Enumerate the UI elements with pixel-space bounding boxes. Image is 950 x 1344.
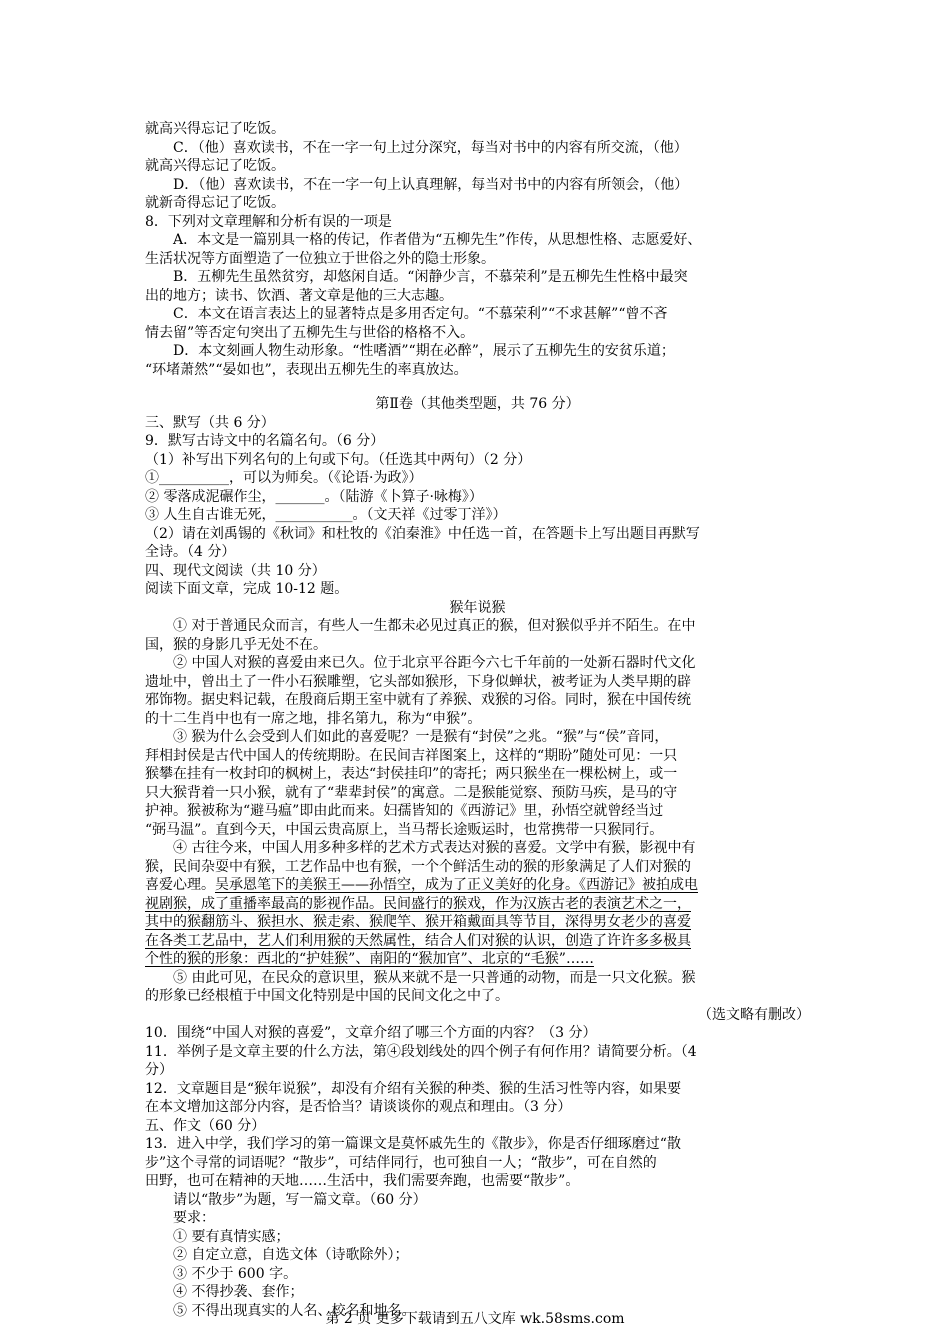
essay-paragraph-2-cont: 邪饰物。据史料记载，在殷商后期王室中就有了养猴、戏猴的习俗。同时，猴在中国传统 [145, 692, 691, 708]
q8-option-a: A．本文是一篇别具一格的传记，作者借为“五柳先生”作传，从思想性格、志愿爱好、 [173, 232, 702, 248]
underlined-text: 个性的猴的形象：西北的“护娃猴”、南阳的“猴加官”、北京的“毛猴”…… [145, 951, 594, 967]
q9-line-2 [145, 488, 810, 507]
page-content [145, 120, 810, 1320]
q7-option-d-cont: 就新奇得忘记了吃饭。 [145, 195, 285, 211]
q7-option-b-tail: 就高兴得忘记了吃饭。 [145, 121, 285, 137]
answer-blank: ①__________ [145, 470, 229, 486]
q11: 11．举例子是文章主要的什么方法，第④段划线处的四个例子有何作用？请简要分析。（4 [145, 1043, 697, 1060]
q13-cont: 田野，也可在精神的天地……生活中，我们需要奔跑，也需要“散步”。 [145, 1173, 580, 1189]
q9-line-2-tail: 。（陆游《卜算子·咏梅》） [324, 488, 483, 505]
q8-option-c-cont: 情去留”等否定句突出了五柳先生与世俗的格格不入。 [145, 324, 475, 341]
requirement-item: ⑤ 不得出现真实的人名、校名和地名。 [173, 1302, 416, 1319]
q12-cont: 在本文增加这部分内容，是否恰当？请谈谈你的观点和理由。（3 分） [145, 1099, 572, 1115]
q12: 12．文章题目是“猴年说猴”，却没有介绍有关猴的种类、猴的生活习性等内容，如果要 [145, 1080, 682, 1097]
page-footer: 第 2 页 更多下载请到五八文库 wk.58sms.com [325, 1311, 625, 1327]
requirement-item: ④ 不得抄袭、套作； [173, 1284, 304, 1300]
q9-line-1-text: ，可以为师矣。（《论语·为政》） [229, 470, 423, 486]
q8-option-b-cont: 出的地方；读书、饮酒、著文章是他的三大志趣。 [145, 287, 453, 304]
requirement-item: ③ 不少于 600 字。 [173, 1265, 298, 1282]
essay-paragraph-3-cont: 只大猴背着一只小猴，就有了“辈辈封侯”的寓意。二是猴能觉察、预防马疾，是马的守 [145, 784, 678, 801]
answer-blank: ___________ [275, 507, 353, 523]
q9-line-3-tail: 。（文天祥《过零丁洋》） [352, 507, 507, 523]
q9-line-1 [145, 469, 810, 488]
underlined-text: 吴承恩笔下的美猴王——孙悟空，成为了正义美好的化身。《西游记》被拍成电 [215, 877, 698, 893]
essay-paragraph-3: ③ 猴为什么会受到人们如此的喜爱呢？一是猴有“封侯”之兆。“猴”与“侯”音同， [173, 729, 669, 745]
q13: 13．进入中学，我们学习的第一篇课文是莫怀戚先生的《散步》，你是否仔细琢磨过“散 [145, 1136, 681, 1152]
underlined-text: 其中的猴翻筋斗、猴担水、猴走索、猴爬竿、猴开箱戴面具等节目，深得男女老少的喜爱 [145, 914, 691, 930]
requirements-label: 要求： [173, 1210, 215, 1226]
section-gap [145, 379, 810, 395]
essay-paragraph-2: ② 中国人对猴的喜爱由来已久。位于北京平谷距今六七千年前的一处新石器时代文化 [173, 655, 696, 671]
q9-line-3-text: ③ 人生自古谁无死， [145, 507, 276, 523]
reading-intro: 阅读下面文章，完成 10-12 题。 [145, 581, 349, 597]
q8-option-d: D．本文刻画人物生动形象。“性嗜酒”“期在必醉”，展示了五柳先生的安贫乐道； [173, 343, 675, 359]
essay-task: 请以“散步”为题，写一篇文章。（60 分） [173, 1191, 427, 1208]
q11-cont: 分） [145, 1062, 173, 1078]
q9-line-2-text: ② 零落成泥碾作尘， [145, 488, 276, 505]
q9-line-3 [145, 506, 810, 525]
essay-paragraph-3-cont: 护神。猴被称为“避马瘟”即由此而来。妇孺皆知的《西游记》里，孙悟空就曾经当过 [145, 803, 664, 819]
essay-paragraph-1: ① 对于普通民众而言，有些人一生都未必见过真正的猴，但对猴似乎并不陌生。在中 [173, 618, 696, 634]
q8-option-c: C．本文在语言表达上的显著特点是多用否定句。“不慕荣利”“不求甚解”“曾不吝 [173, 306, 668, 322]
section-4-title: 四、现代文阅读（共 10 分） [145, 562, 326, 579]
essay-paragraph-4-cont: 猴，民间杂耍中有猴，工艺作品中也有猴，一个个鲜活生动的猴的形象满足了人们对猴的 [145, 858, 691, 875]
underlined-text: 视剧猴，成了重播率最高的影视作品。民间盛行的猴戏，作为汉族古老的表演艺术之一， [145, 895, 691, 912]
requirement-item: ② 自定立意，自选文体（诗歌除外）； [173, 1247, 409, 1263]
essay-title: 猴年说猴 [449, 599, 506, 616]
essay-paragraph-3-cont: 拜相封侯是古代中国人的传统期盼。在民间吉祥图案上，这样的“期盼”随处可见：一只 [145, 747, 678, 764]
section-5-title: 五、作文（60 分） [145, 1117, 266, 1134]
section-3-title: 三、默写（共 6 分） [145, 414, 275, 431]
q13-cont: 步”这个寻常的词语呢？“散步”，可结伴同行，也可独自一人；“散步”，可在自然的 [145, 1154, 657, 1171]
part2-title: 第Ⅱ卷（其他类型题，共 76 分） [375, 396, 580, 412]
answer-blank: _______ [275, 488, 325, 505]
q9-part-2-cont: 全诗。（4 分） [145, 544, 236, 560]
essay-paragraph-5-cont: 的形象已经根植于中国文化特别是中国的民间文化之中了。 [145, 988, 509, 1004]
essay-paragraph-4-cont [145, 876, 810, 895]
q10: 10．围绕“中国人对猴的喜爱”，文章介绍了哪三个方面的内容？（3 分） [145, 1025, 597, 1041]
q9-part-1: （1）补写出下列名句的上句或下句。（任选其中两句）（2 分） [145, 451, 532, 468]
q8-option-d-cont: “环堵萧然”“晏如也”，表现出五柳先生的率真放达。 [145, 361, 468, 378]
q7-option-d: D．（他）喜欢读书，不在一字一句上认真理解，每当对书中的内容有所领会，（他） [173, 176, 689, 193]
q8-option-a-cont: 生活状况等方面塑造了一位独立于世俗之外的隐士形象。 [145, 250, 495, 267]
essay-paragraph-3-cont: “弼马温”。直到今天，中国云贵高原上，当马帮长途贩运时，也常携带一只猴同行。 [145, 821, 664, 838]
essay-paragraph-1-cont: 国，猴的身影几乎无处不在。 [145, 636, 327, 653]
essay-text: 喜爱心理。 [145, 877, 215, 893]
essay-paragraph-4: ④ 古往今来，中国人用多种多样的艺术方式表达对猴的喜爱。文学中有猴，影视中有 [173, 840, 696, 856]
q7-option-c: C．（他）喜欢读书，不在一字一句上过分深究，每当对书中的内容有所交流，（他） [173, 139, 688, 156]
essay-paragraph-3-cont: 猴攀在挂有一枚封印的枫树上，表达“封侯挂印”的寄托；两只猴坐在一棵松树上，或一 [145, 766, 678, 782]
q9-stem: 9．默写古诗文中的名篇名句。（6 分） [145, 433, 385, 449]
essay-paragraph-2-cont: 的十二生肖中也有一席之地，排名第九，称为“申猴”。 [145, 710, 482, 727]
requirement-item: ① 要有真情实感； [173, 1228, 290, 1245]
essay-source-note: （选文略有删改） [698, 1006, 810, 1023]
q8-option-b: B．五柳先生虽然贫穷，却悠闲自适。“闲静少言，不慕荣利”是五柳先生性格中最突 [173, 269, 688, 285]
q7-option-c-cont: 就高兴得忘记了吃饭。 [145, 158, 285, 174]
essay-paragraph-5: ⑤ 由此可见，在民众的意识里，猴从来就不是一只普通的动物，而是一只文化猴。猴 [173, 969, 696, 986]
underlined-text: 在各类工艺品中，艺人们利用猴的天然属性，结合人们对猴的认识，创造了许许多多极具 [145, 932, 691, 949]
q8-stem: 8．下列对文章理解和分析有误的一项是 [145, 213, 392, 230]
essay-paragraph-2-cont: 遗址中，曾出土了一件小石猴雕塑，它头部如猴形，下身似蝉状，被考证为人类早期的辟 [145, 673, 691, 690]
q9-part-2: （2）请在刘禹锡的《秋词》和杜牧的《泊秦淮》中任选一首，在答题卡上写出题目再默写 [145, 525, 700, 542]
